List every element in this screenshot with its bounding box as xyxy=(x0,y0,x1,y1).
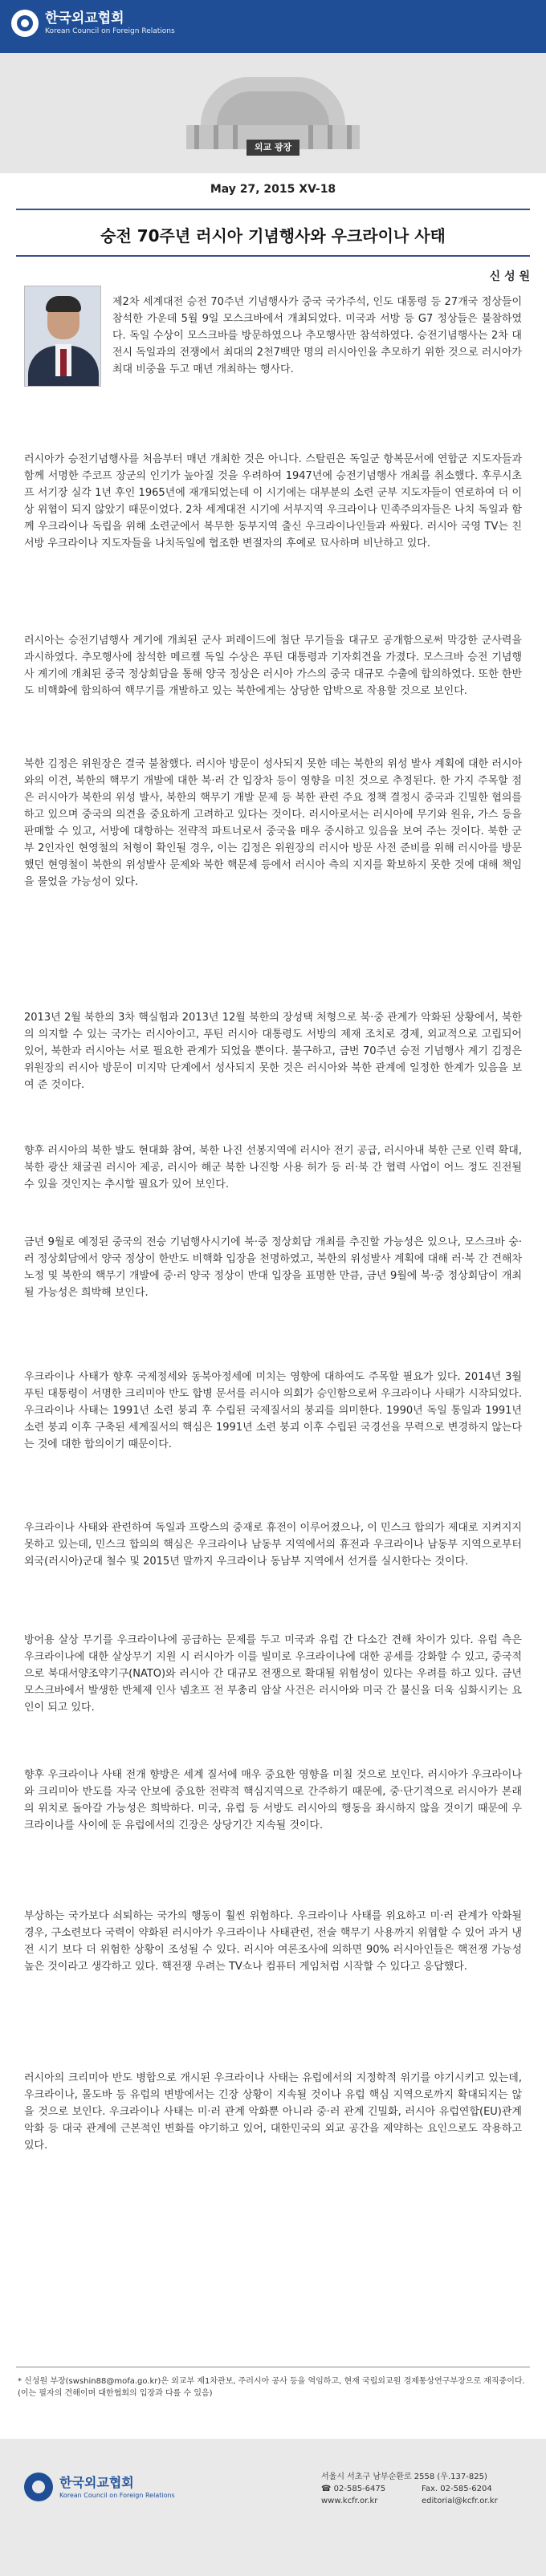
article-paragraph: 방어용 살상 무기를 우크라이나에 공급하는 문제를 두고 미국과 유럽 간 다소간 견해 차이가 있다. 유럽 측은 우크라이나에 대한 살상무기 지원 시 러시아가 이를 빌미로 우크라이나에 대한 공세를 강화할 수 있고, 중국적으로 북대서양조약기구(NATO)와 러시아 간 대규모 전쟁으로 확대될 위험성이 있다는 우려를 하고 있다. 금년 모스크바에서 발생한 반체제 인사 넴초프 전 부총리 암살 사건은 러시아와 미국 간 불신을 더욱 심화시키는 요인이 되고 있다. xyxy=(24,1634,522,1714)
org-logo[interactable] xyxy=(11,10,175,37)
article-author: 신 성 원 xyxy=(489,270,530,283)
dome-illustration xyxy=(201,77,345,125)
org-emblem-icon xyxy=(24,2473,53,2501)
footer-website-link[interactable]: www.kcfr.or.kr xyxy=(321,2497,378,2505)
footer-email-link[interactable]: editorial@kcfr.or.kr xyxy=(422,2497,498,2505)
author-photo xyxy=(24,286,101,387)
article-paragraph: 우크라이나 사태가 향후 국제정세와 동북아정세에 미치는 영향에 대하여도 주목할 필요가 있다. 2014년 3월 푸틴 대통령이 서명한 크리미아 반도 합병 문서를 러시아 의회가 승인함으로써 우크라이나 사태가 시작되었다. 우크라이나 사태는 1991년 소련 붕괴 후 수립된 국제질서의 붕괴를 의미한다. 1990년 독일 통일과 1991년 소련 붕괴 이후 구축된 세계질서의 핵심은 1991년 소련 붕괴 이후 수립된 국경선을 무력으로 변경하지 않는다는 것에 대한 합의이기 때문이다. xyxy=(24,1371,522,1450)
article-title: 숭전 70주년 러시아 기념행사와 우크라이나 사태 xyxy=(100,226,446,245)
footer-address: 서울시 서초구 남부순환로 2558 (우.137-825) xyxy=(321,2473,487,2481)
article-paragraph: 러시아의 크리미아 반도 병합으로 개시된 우크라이나 사태는 유럽에서의 지정학적 위기를 야기시키고 있는데, 우크라이나, 몰도바 등 유럽의 변방에서는 긴장 상황이 지속될 것이나 유럽 핵심 지역으로까지 확대되지는 않을 것으로 보인다. 우크라이나 사태는 미·러 관계 악화뿐 아니라 중·러 관계 긴밀화, 러시아 유럽연합(EU)관계 악화 등 대국 관계에 근본적인 변화를 야기하고 있어, 대한민국의 외교 공간을 제약하는 요인으로도 작용하고 있다. xyxy=(24,2072,522,2152)
title-rule-top xyxy=(16,209,530,210)
footer-org-name-en: Korean Council on Foreign Relations xyxy=(59,2491,175,2499)
author-footnote: * 신성원 부장(swshin88@mofa.go.kr)은 외교부 제1차관보, 주러시아 공사 등을 역임하고, 현재 국립외교원 경제통상연구부장으로 재직중이다. (이는 필자의 견해이며 대한협회의 입장과 다를 수 있음) xyxy=(18,2377,525,2398)
footer-phone: ☎ 02-585-6475 xyxy=(321,2485,386,2493)
article-paragraph: 북한 김정은 위원장은 결국 불참했다. 러시아 방문이 성사되지 못한 데는 북한의 위성 발사 계획에 대한 러시아와의 이견, 북한의 핵무기 개발에 대한 북·러 간 입장차 등이 영향을 미친 것으로 추정된다. 한 가지 주목할 점은 러시아가 북한의 위성 발사, 북한의 핵무기 개발 문제 등 북한 관련 주요 정책 결정시 중국과 긴밀한 협의를 하고 있으며 중국의 의견을 중요하게 고려하고 있다는 것이다. 러시아로서는 러시아에 무기와 원유, 가스 등을 판매할 수 있고, 서방에 대항하는 전략적 파트너로서 중국을 매우 중시하고 있음을 보여 주는 것이다. 북한 군부 2인자인 현영철의 처형이 확인될 경우, 이는 김정은 위원장의 러시아 방문 사전 준비를 위해 러시아를 방문했던 현영철이 북한의 위성발사 문제와 북한 핵문제 등에서 러시아 측의 지지를 확보하지 못한 것에 대해 책임을 물었을 가능성이 있다. xyxy=(24,758,522,888)
footer-org-name-ko: 한국외교협회 xyxy=(59,2474,134,2490)
org-emblem-icon xyxy=(11,10,39,37)
article-paragraph: 부상하는 국가보다 쇠퇴하는 국가의 행동이 훨씬 위험하다. 우크라이나 사태를 위요하고 미·러 관계가 악화될 경우, 구소련보다 국력이 약화된 러시아가 우크라이나 사태관련, 전술 핵무기 사용까지 위협할 수 있어 과거 냉전 시기 보다 더 위험한 상황이 조성될 수 있다. 러시아 여론조사에 의하면 90% 러시아인들은 핵전쟁 가능성 높은 것이라고 생각하고 있다. 핵전쟁 우려는 TV쇼나 컴퓨터 게임처럼 시작할 수 있다고 응답했다. xyxy=(24,1910,522,1973)
article-paragraph: 향후 우크라이나 사태 전개 향방은 세계 질서에 매우 중요한 영향을 미칠 것으로 보인다. 러시아가 우크라이나와 크리미아 반도를 자국 안보에 중요한 전략적 핵심지역으로 간주하기 때문에, 중·단기적으로 러시아가 본래의 위치로 돌아갈 가능성은 희박하다. 미국, 유럽 등 서방도 러시아의 행동을 좌시하지 않을 것이기 때문에 우크라이나를 사이에 둔 유럽에서의 긴장은 상당기간 지속될 것이다. xyxy=(24,1769,522,1832)
footer xyxy=(0,2439,546,2576)
article-paragraph: 금년 9월로 예정된 중국의 전승 기념행사시기에 북·중 정상회담 개최를 추진할 가능성은 있으나, 모스크바 숭·러 정상회담에서 양국 정상이 한반도 비핵화 입장을 천명하였고, 북한의 위성발사 계획에 대해 러·북 간 견해차 노정 및 북한의 핵무기 개발에 중·러 양국 정상이 반대 입장을 표명한 만큼, 금년 9월에 북·중 정상회담이 개최될 가능성은 희박해 보인다. xyxy=(24,1236,522,1299)
article-paragraph: 2013년 2월 북한의 3차 핵실험과 2013년 12월 북한의 장성택 처형으로 북·중 관계가 악화된 상황에서, 북한의 의지할 수 있는 국가는 러시아이고, 푸틴 러시아 대통령도 서방의 제재 조치로 경제, 외교적으로 고립되어 있어, 북한과 러시아는 서로 필요한 관계가 되었을 뿐이다. 불구하고, 금번 70주년 승전 기념행사 계기 김정은 위원장의 러시아 방문이 미지막 단계에서 성사되지 못한 것은 러시아와 북한 관계에 일정한 한계가 있음을 보여 준 것이다. xyxy=(24,1012,522,1091)
footer-logo[interactable] xyxy=(24,2473,175,2501)
issue-dateline: May 27, 2015 XV-18 xyxy=(210,183,336,196)
section-badge: 외교 광장 xyxy=(247,140,299,156)
article-paragraph: 러시아는 승전기념행사 계기에 개최된 군사 퍼레이드에 첨단 무기들을 대규모 공개함으로써 막강한 군사력을 과시하였다. 추모행사에 참석한 메르켈 독일 수상은 푸틴 대통령과 기자회견을 가졌다. 모스크바 승전 기념행사 계기에 개최된 중국 정상회담을 통해 양국 정상은 러시아 가스의 중국 대규모 수출에 합의하였다. 또한 한반도 비핵화에 합의하여 핵무기를 개발하고 있는 북한에게는 상당한 압박으로 작용할 것으로 보인다. xyxy=(24,635,522,697)
org-name-ko: 한국외교협회 xyxy=(45,10,124,26)
footer-contact xyxy=(321,2471,522,2507)
article-paragraph: 우크라이나 사태와 관련하여 독일과 프랑스의 중재로 휴전이 이루어졌으나, 이 민스크 합의가 제대로 지켜지지 못하고 있는데, 민스크 합의의 핵심은 우크라이나 남동부 지역에서의 휴전과 우크라이나 남동부 지역으로부터 외국(러시아)군대 철수 및 2015년 말까지 우크라이나 동남부 지역에서 선거를 실시한다는 것이다. xyxy=(24,1522,522,1568)
article-paragraph: 향후 러시아의 북한 발도 현대화 참여, 북한 나진 선봉지역에 러시아 전기 공급, 러시아내 북한 근로 인력 확대, 북한 광산 채굴권 러시아 제공, 러시아 해군 북한 나진항 사용 허가 등 러·북 간 협력 사업이 어느 정도 진전될 수 있을 것인지는 추시할 필요가 있어 보인다. xyxy=(24,1145,522,1191)
org-name-en: Korean Council on Foreign Relations xyxy=(45,27,175,35)
footer-fax: Fax. 02-585-6204 xyxy=(422,2485,492,2493)
article-paragraph: 러시아가 승전기념행사를 처음부터 매년 개최한 것은 아니다. 스탈린은 독일군 항복문서에 연합군 지도자들과 함께 서명한 주코프 장군의 인기가 높아질 것을 우려하여 1947년에 승전기념행사 개최를 취소했다. 후루시초프 서기장 실각 1년 후인 1965년에 재개되었는데 이 시기에는 대부분의 소련 군부 지도자들이 연로하여 더 이상 위협이 되지 않았기 때문이었다. 2차 세계대전 시기에 서부지역 우크라이나 민족주의자들은 나치 독일과 함께 우크라이나 독립을 위해 소련군에서 복무한 동부지역 출신 우크라이나인들과 싸웠다. 러시아 국영 TV는 친서방 우크라이나 지도자들을 나치독일에 협조한 변절자의 후예로 묘사하며 비난하고 있다. xyxy=(24,453,522,550)
header-bar xyxy=(0,0,546,53)
article-paragraph: 제2차 세계대전 승전 70주년 기념행사가 중국 국가주석, 인도 대통령 등 27개국 정상들이 참석한 가운데 5월 9일 모스크바에서 개최되었다. 미국과 서방 등 G7 정상들은 불참하였다. 독일 수상이 모스크바를 방문하였으나 추모행사만 참석하였다. 승전기념행사는 2차 대전시 독일과의 전쟁에서 최대의 2천7백만 명의 러시아인을 추모하기 위한 것으로 러시아가 최대 비중을 두고 매년 개최하는 행사다. xyxy=(112,296,522,375)
title-rule-bottom xyxy=(16,255,530,257)
